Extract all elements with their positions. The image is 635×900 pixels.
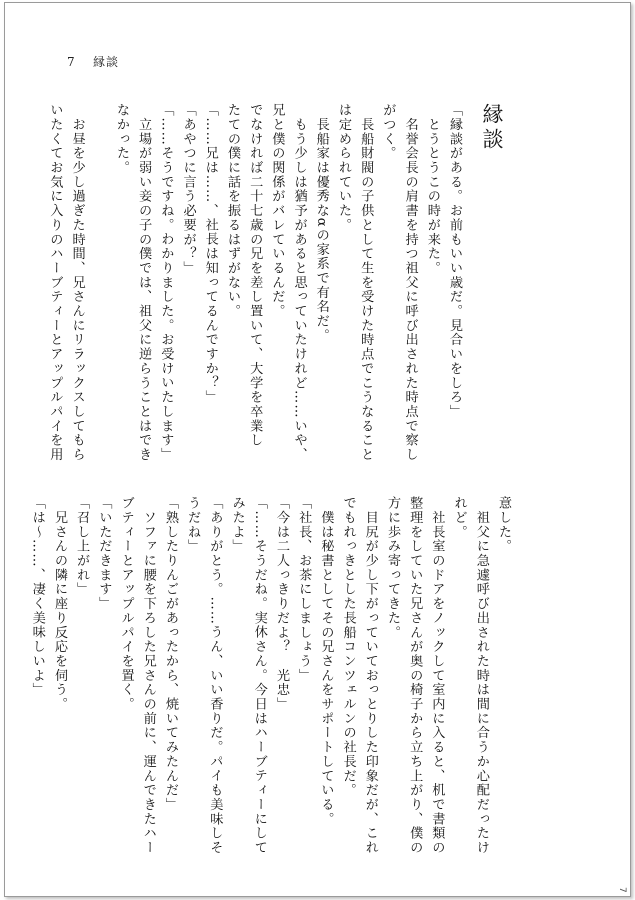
text-line: 「縁談がある。お前もいい歳だ。見合いをしろ」 (447, 103, 462, 419)
text-line: 長船財閥の子供として生を受けた時点でこうなること (358, 103, 374, 462)
text-line: とうとうこの時が来た。 (424, 103, 440, 276)
text-line: みたよ」 (229, 496, 245, 554)
text-line: 兄と僕の関係がバレているんだ。 (269, 103, 285, 319)
text-line: 社長室のドアをノックして室内に入ると、机で書類の (429, 496, 445, 855)
text-line: うだね」 (185, 496, 201, 554)
text-line: 兄さんの隣に座り反応を伺う。 (51, 496, 67, 712)
text-line: 「召し上がれ」 (74, 496, 90, 597)
text-line: でもれっきとした長船コンツェルンの社長だ。 (340, 496, 356, 798)
upper-text-column (43, 103, 507, 463)
text-line: なかった。 (113, 103, 129, 175)
text-line: 祖父に急遽呼び出された時は間に合うか心配だったけ (473, 496, 489, 855)
text-line: お昼を少し過ぎた時間、兄さんにリラックスしてもら (69, 103, 85, 462)
text-line: 「あやつに言う必要が？」 (180, 103, 196, 276)
text-line: 「……そうですね。わかりました。お受けいたします」 (158, 103, 174, 462)
text-line: ソファに腰を下ろした兄さんの前に、運んできたハー (140, 496, 156, 855)
text-line: 「……そうだね。実休さん。今日はハーブティーにして (251, 496, 267, 855)
text-line: 僕は秘書としてその兄さんをサポートしている。 (318, 496, 334, 827)
text-line: でなければ二十七歳の兄を差し置いて、大学を卒業し (247, 103, 263, 448)
text-line: 立場が弱い妾の子の僕では、祖父に逆らうことはでき (136, 103, 152, 462)
text-line: 「熟したりんごがあったから、焼いてみたんだ」 (162, 496, 178, 812)
text-line: もう少しは猶予があると思っていたけれど……いや、 (291, 103, 307, 462)
text-line: たての僕に話を振るはずがない。 (224, 103, 240, 319)
running-header (67, 53, 119, 70)
text-line: 「いただきます」 (96, 496, 112, 611)
header-running-title: 縁談 (93, 55, 120, 69)
text-line: 整理をしていた兄さんが奥の椅子から立ち上がり、僕の (407, 496, 423, 855)
header-page-number: 7 (67, 55, 75, 69)
chapter-title: 縁談 (480, 103, 504, 153)
text-line: 方に歩み寄ってきた。 (384, 496, 400, 640)
text-line: 「……兄は……、社長は知ってるんですか？」 (202, 103, 218, 405)
blank-line (88, 103, 110, 463)
text-line: 「は～……、凄く美味しいよ」 (29, 496, 45, 697)
text-line: 目尻が少し下がっていておっとりした印象だが、これ (362, 496, 378, 855)
text-line: 「今は二人っきりだよ？ 光忠」 (273, 496, 289, 712)
lower-text-column (26, 496, 514, 856)
footer-page-number: 7 (617, 887, 627, 893)
text-line: ブティーとアップルパイを置く。 (118, 496, 134, 712)
text-line: は定められていた。 (335, 103, 351, 233)
text-line: がつく。 (380, 103, 396, 161)
text-line: 「社長、お茶にしましょう」 (296, 496, 312, 683)
text-line: 「ありがとう。……うん、いい香りだ。パイも美味しそ (207, 496, 223, 855)
text-line: れど。 (451, 496, 467, 540)
text-line: 名誉会長の肩書を持つ祖父に呼び出された時点で察し (402, 103, 418, 462)
text-line: 意した。 (496, 496, 511, 554)
text-line: 長船家は優秀なαの家系で有名だ。 (313, 103, 329, 343)
book-page (4, 2, 631, 897)
text-line: いたくてお気に入りのハーブティーとアップルパイを用 (47, 103, 63, 462)
